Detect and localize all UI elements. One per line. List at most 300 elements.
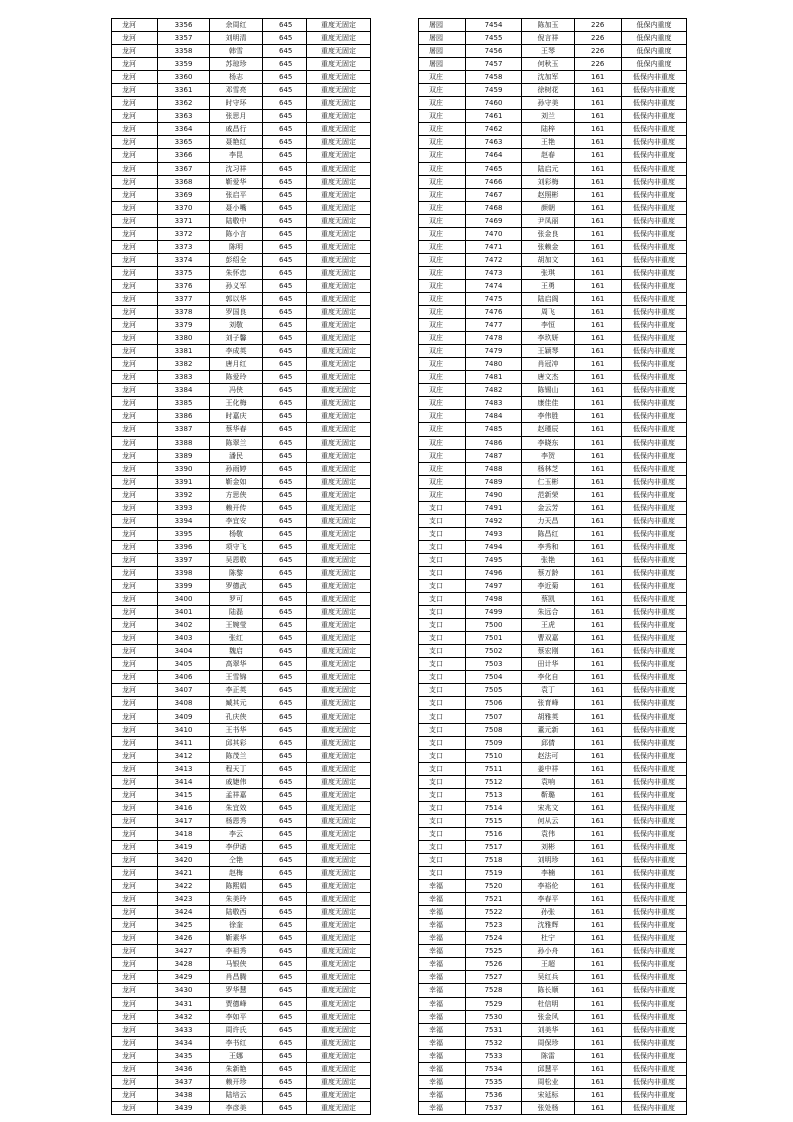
table-row (112, 632, 371, 645)
table-row (419, 319, 687, 332)
table-row (112, 371, 371, 384)
amount-cell: 161 (575, 436, 622, 449)
name-cell: 杜宁 (522, 932, 575, 945)
number-cell: 3379 (158, 319, 210, 332)
area-cell: 龙河 (112, 214, 158, 227)
area-cell: 龙河 (112, 84, 158, 97)
name-cell: 陈加玉 (522, 19, 575, 32)
type-cell: 重度无固定 (307, 697, 371, 710)
number-cell: 7528 (466, 984, 522, 997)
name-cell: 罗国良 (210, 306, 263, 319)
type-cell: 重度无固定 (307, 514, 371, 527)
name-cell: 张金风 (522, 1010, 575, 1023)
type-cell: 低保内非重度 (622, 697, 687, 710)
amount-cell: 161 (575, 1049, 622, 1062)
table-row (419, 292, 687, 305)
table-row (112, 593, 371, 606)
name-cell: 朱怀忠 (210, 266, 263, 279)
area-cell: 龙河 (112, 449, 158, 462)
table-row (112, 423, 371, 436)
table-row (419, 1049, 687, 1062)
type-cell: 重度无固定 (307, 945, 371, 958)
type-cell: 低保内非重度 (622, 788, 687, 801)
area-cell: 龙河 (112, 475, 158, 488)
number-cell: 7531 (466, 1023, 522, 1036)
type-cell: 低保内非重度 (622, 279, 687, 292)
number-cell: 3415 (158, 788, 210, 801)
type-cell: 重度无固定 (307, 593, 371, 606)
amount-cell: 161 (575, 540, 622, 553)
amount-cell: 645 (263, 136, 307, 149)
area-cell: 双庄 (419, 110, 466, 123)
number-cell: 7466 (466, 175, 522, 188)
table-row (419, 188, 687, 201)
type-cell: 低保内非重度 (622, 958, 687, 971)
name-cell: 蔡华春 (210, 423, 263, 436)
area-cell: 龙河 (112, 997, 158, 1010)
amount-cell: 161 (575, 488, 622, 501)
type-cell: 重度无固定 (307, 580, 371, 593)
number-cell: 3364 (158, 123, 210, 136)
type-cell: 重度无固定 (307, 684, 371, 697)
table-row (419, 123, 687, 136)
type-cell: 重度无固定 (307, 1101, 371, 1114)
number-cell: 3438 (158, 1088, 210, 1101)
name-cell: 高翠华 (210, 658, 263, 671)
name-cell: 刘明清 (210, 32, 263, 45)
table-row (112, 123, 371, 136)
type-cell: 重度无固定 (307, 32, 371, 45)
name-cell: 王化梅 (210, 397, 263, 410)
type-cell: 低保内非重度 (622, 1075, 687, 1088)
area-cell: 龙河 (112, 279, 158, 292)
type-cell: 低保内重度 (622, 45, 687, 58)
name-cell: 李楠 (522, 867, 575, 880)
area-cell: 支口 (419, 840, 466, 853)
type-cell: 重度无固定 (307, 149, 371, 162)
table-row (112, 827, 371, 840)
amount-cell: 161 (575, 619, 622, 632)
name-cell: 何从云 (522, 814, 575, 827)
type-cell: 重度无固定 (307, 201, 371, 214)
table-row (419, 384, 687, 397)
table-row (419, 136, 687, 149)
table-row (419, 971, 687, 984)
amount-cell: 161 (575, 214, 622, 227)
type-cell: 低保内非重度 (622, 997, 687, 1010)
number-cell: 7523 (466, 919, 522, 932)
area-cell: 龙河 (112, 580, 158, 593)
number-cell: 3383 (158, 371, 210, 384)
name-cell: 仝艳 (210, 854, 263, 867)
type-cell: 低保内非重度 (622, 462, 687, 475)
amount-cell: 161 (575, 606, 622, 619)
table-row (112, 788, 371, 801)
area-cell: 龙河 (112, 110, 158, 123)
type-cell: 低保内非重度 (622, 1036, 687, 1049)
name-cell: 陆启元 (522, 162, 575, 175)
type-cell: 重度无固定 (307, 775, 371, 788)
name-cell: 赖开珍 (210, 1075, 263, 1088)
type-cell: 低保内非重度 (622, 1062, 687, 1075)
name-cell: 罗可 (210, 593, 263, 606)
table-row (112, 566, 371, 579)
name-cell: 蔡万龄 (522, 566, 575, 579)
number-cell: 3426 (158, 932, 210, 945)
area-cell: 双庄 (419, 266, 466, 279)
area-cell: 龙河 (112, 201, 158, 214)
type-cell: 低保内非重度 (622, 527, 687, 540)
number-cell: 7518 (466, 854, 522, 867)
number-cell: 3395 (158, 527, 210, 540)
area-cell: 屠园 (419, 58, 466, 71)
table-row (112, 527, 371, 540)
number-cell: 3389 (158, 449, 210, 462)
amount-cell: 161 (575, 919, 622, 932)
table-row (419, 345, 687, 358)
area-cell: 幸福 (419, 1010, 466, 1023)
amount-cell: 161 (575, 788, 622, 801)
name-cell: 李秀和 (522, 540, 575, 553)
name-cell: 李宜安 (210, 514, 263, 527)
type-cell: 重度无固定 (307, 292, 371, 305)
table-row (419, 984, 687, 997)
table-row (112, 814, 371, 827)
amount-cell: 161 (575, 932, 622, 945)
area-cell: 龙河 (112, 266, 158, 279)
area-cell: 龙河 (112, 136, 158, 149)
area-cell: 龙河 (112, 893, 158, 906)
name-cell: 刘子馨 (210, 332, 263, 345)
amount-cell: 645 (263, 384, 307, 397)
number-cell: 7456 (466, 45, 522, 58)
number-cell: 3423 (158, 893, 210, 906)
name-cell: 靳素华 (210, 932, 263, 945)
amount-cell: 645 (263, 749, 307, 762)
name-cell: 陆梓 (522, 123, 575, 136)
name-cell: 刘彩梅 (522, 175, 575, 188)
area-cell: 幸福 (419, 971, 466, 984)
area-cell: 龙河 (112, 540, 158, 553)
amount-cell: 161 (575, 880, 622, 893)
amount-cell: 645 (263, 658, 307, 671)
table-row (419, 475, 687, 488)
area-cell: 支口 (419, 814, 466, 827)
amount-cell: 645 (263, 332, 307, 345)
table-row (112, 475, 371, 488)
amount-cell: 645 (263, 1010, 307, 1023)
amount-cell: 645 (263, 840, 307, 853)
name-cell: 范新荣 (522, 488, 575, 501)
table-row (112, 1023, 371, 1036)
area-cell: 龙河 (112, 736, 158, 749)
amount-cell: 645 (263, 227, 307, 240)
table-row (112, 253, 371, 266)
number-cell: 3439 (158, 1101, 210, 1114)
number-cell: 7472 (466, 253, 522, 266)
amount-cell: 645 (263, 423, 307, 436)
table-row (112, 971, 371, 984)
number-cell: 3434 (158, 1036, 210, 1049)
number-cell: 7486 (466, 436, 522, 449)
type-cell: 低保内非重度 (622, 775, 687, 788)
area-cell: 屠园 (419, 32, 466, 45)
table-row (112, 279, 371, 292)
amount-cell: 161 (575, 775, 622, 788)
number-cell: 7505 (466, 684, 522, 697)
type-cell: 重度无固定 (307, 410, 371, 423)
type-cell: 低保内非重度 (622, 97, 687, 110)
amount-cell: 161 (575, 697, 622, 710)
table-row (112, 201, 371, 214)
amount-cell: 645 (263, 149, 307, 162)
number-cell: 7474 (466, 279, 522, 292)
number-cell: 7506 (466, 697, 522, 710)
type-cell: 低保内非重度 (622, 906, 687, 919)
name-cell: 唐文杰 (522, 371, 575, 384)
table-row (419, 514, 687, 527)
number-cell: 7493 (466, 527, 522, 540)
name-cell: 力天昌 (522, 514, 575, 527)
number-cell: 7460 (466, 97, 522, 110)
number-cell: 7484 (466, 410, 522, 423)
name-cell: 赵照彬 (522, 188, 575, 201)
amount-cell: 161 (575, 475, 622, 488)
number-cell: 7468 (466, 201, 522, 214)
amount-cell: 645 (263, 867, 307, 880)
area-cell: 双庄 (419, 436, 466, 449)
number-cell: 3418 (158, 827, 210, 840)
area-cell: 双庄 (419, 449, 466, 462)
name-cell: 刘敬 (210, 319, 263, 332)
area-cell: 龙河 (112, 880, 158, 893)
number-cell: 7463 (466, 136, 522, 149)
amount-cell: 645 (263, 593, 307, 606)
name-cell: 聂小嘴 (210, 201, 263, 214)
amount-cell: 645 (263, 123, 307, 136)
type-cell: 重度无固定 (307, 958, 371, 971)
table-row (419, 580, 687, 593)
table-row (112, 619, 371, 632)
type-cell: 低保内非重度 (622, 227, 687, 240)
amount-cell: 645 (263, 358, 307, 371)
area-cell: 龙河 (112, 462, 158, 475)
number-cell: 7534 (466, 1062, 522, 1075)
area-cell: 支口 (419, 854, 466, 867)
number-cell: 7527 (466, 971, 522, 984)
area-cell: 龙河 (112, 345, 158, 358)
number-cell: 7529 (466, 997, 522, 1010)
type-cell: 重度无固定 (307, 71, 371, 84)
amount-cell: 645 (263, 292, 307, 305)
table-row (112, 32, 371, 45)
number-cell: 7511 (466, 762, 522, 775)
type-cell: 重度无固定 (307, 279, 371, 292)
amount-cell: 645 (263, 175, 307, 188)
amount-cell: 645 (263, 240, 307, 253)
name-cell: 陈茂兰 (210, 749, 263, 762)
area-cell: 龙河 (112, 932, 158, 945)
number-cell: 7526 (466, 958, 522, 971)
table-row (419, 684, 687, 697)
number-cell: 7510 (466, 749, 522, 762)
name-cell: 刘兰 (522, 110, 575, 123)
amount-cell: 645 (263, 45, 307, 58)
type-cell: 低保内非重度 (622, 827, 687, 840)
number-cell: 3425 (158, 919, 210, 932)
number-cell: 3397 (158, 553, 210, 566)
amount-cell: 161 (575, 762, 622, 775)
area-cell: 龙河 (112, 45, 158, 58)
type-cell: 低保内非重度 (622, 919, 687, 932)
type-cell: 重度无固定 (307, 788, 371, 801)
number-cell: 7524 (466, 932, 522, 945)
name-cell: 孔庆侠 (210, 710, 263, 723)
amount-cell: 645 (263, 527, 307, 540)
right-table-body (419, 19, 687, 1115)
name-cell: 孟祥嘉 (210, 788, 263, 801)
table-row (112, 45, 371, 58)
table-row (419, 919, 687, 932)
number-cell: 7467 (466, 188, 522, 201)
name-cell: 刘明珍 (522, 854, 575, 867)
type-cell: 重度无固定 (307, 332, 371, 345)
amount-cell: 161 (575, 227, 622, 240)
name-cell: 赖开传 (210, 501, 263, 514)
name-cell: 杨敬 (210, 527, 263, 540)
right-table (418, 18, 687, 1115)
table-row (419, 593, 687, 606)
area-cell: 龙河 (112, 619, 158, 632)
area-cell: 龙河 (112, 149, 158, 162)
type-cell: 重度无固定 (307, 188, 371, 201)
type-cell: 低保内非重度 (622, 214, 687, 227)
name-cell: 陈锡山 (522, 384, 575, 397)
name-cell: 王书华 (210, 723, 263, 736)
table-row (112, 58, 371, 71)
amount-cell: 161 (575, 410, 622, 423)
amount-cell: 645 (263, 462, 307, 475)
type-cell: 低保内非重度 (622, 371, 687, 384)
type-cell: 低保内非重度 (622, 1049, 687, 1062)
table-row (419, 306, 687, 319)
type-cell: 低保内非重度 (622, 580, 687, 593)
name-cell: 陈爱玲 (210, 371, 263, 384)
name-cell: 时嘉庆 (210, 410, 263, 423)
area-cell: 龙河 (112, 1075, 158, 1088)
amount-cell: 161 (575, 462, 622, 475)
type-cell: 重度无固定 (307, 801, 371, 814)
name-cell: 戚昌行 (210, 123, 263, 136)
number-cell: 3357 (158, 32, 210, 45)
table-row (112, 1036, 371, 1049)
area-cell: 双庄 (419, 123, 466, 136)
table-row (112, 710, 371, 723)
name-cell: 杨恩秀 (210, 814, 263, 827)
name-cell: 仁玉彬 (522, 475, 575, 488)
number-cell: 7530 (466, 1010, 522, 1023)
name-cell: 吴恩敬 (210, 553, 263, 566)
type-cell: 低保内非重度 (622, 762, 687, 775)
type-cell: 重度无固定 (307, 110, 371, 123)
number-cell: 3391 (158, 475, 210, 488)
area-cell: 支口 (419, 632, 466, 645)
name-cell: 陈小言 (210, 227, 263, 240)
amount-cell: 645 (263, 566, 307, 579)
area-cell: 双庄 (419, 462, 466, 475)
number-cell: 3416 (158, 801, 210, 814)
table-row (419, 527, 687, 540)
amount-cell: 161 (575, 840, 622, 853)
amount-cell: 161 (575, 736, 622, 749)
number-cell: 3396 (158, 540, 210, 553)
table-row (419, 32, 687, 45)
table-row (112, 175, 371, 188)
area-cell: 支口 (419, 501, 466, 514)
area-cell: 支口 (419, 566, 466, 579)
number-cell: 7513 (466, 788, 522, 801)
name-cell: 靳爱华 (210, 175, 263, 188)
name-cell: 曹双嘉 (522, 632, 575, 645)
area-cell: 龙河 (112, 762, 158, 775)
area-cell: 双庄 (419, 136, 466, 149)
type-cell: 低保内非重度 (622, 410, 687, 423)
amount-cell: 645 (263, 645, 307, 658)
amount-cell: 161 (575, 867, 622, 880)
area-cell: 龙河 (112, 801, 158, 814)
name-cell: 邱慧平 (522, 1062, 575, 1075)
amount-cell: 645 (263, 945, 307, 958)
name-cell: 彭绍全 (210, 253, 263, 266)
name-cell: 刘美华 (522, 1023, 575, 1036)
number-cell: 3430 (158, 984, 210, 997)
number-cell: 7502 (466, 645, 522, 658)
name-cell: 李昆 (210, 149, 263, 162)
number-cell: 7470 (466, 227, 522, 240)
amount-cell: 645 (263, 162, 307, 175)
table-row (112, 840, 371, 853)
number-cell: 7536 (466, 1088, 522, 1101)
table-row (419, 827, 687, 840)
area-cell: 双庄 (419, 475, 466, 488)
type-cell: 重度无固定 (307, 423, 371, 436)
area-cell: 龙河 (112, 240, 158, 253)
area-cell: 龙河 (112, 1101, 158, 1114)
type-cell: 重度无固定 (307, 854, 371, 867)
name-cell: 郭以华 (210, 292, 263, 305)
type-cell: 低保内非重度 (622, 292, 687, 305)
amount-cell: 161 (575, 240, 622, 253)
type-cell: 低保内非重度 (622, 201, 687, 214)
name-cell: 杨志 (210, 71, 263, 84)
name-cell: 李伊诺 (210, 840, 263, 853)
amount-cell: 645 (263, 736, 307, 749)
amount-cell: 645 (263, 606, 307, 619)
amount-cell: 161 (575, 827, 622, 840)
type-cell: 低保内非重度 (622, 397, 687, 410)
amount-cell: 161 (575, 1023, 622, 1036)
table-row (419, 906, 687, 919)
left-table (111, 18, 371, 1115)
table-row (419, 606, 687, 619)
amount-cell: 226 (575, 19, 622, 32)
amount-cell: 645 (263, 540, 307, 553)
amount-cell: 645 (263, 827, 307, 840)
table-row (419, 932, 687, 945)
amount-cell: 645 (263, 253, 307, 266)
number-cell: 3398 (158, 566, 210, 579)
amount-cell: 161 (575, 253, 622, 266)
